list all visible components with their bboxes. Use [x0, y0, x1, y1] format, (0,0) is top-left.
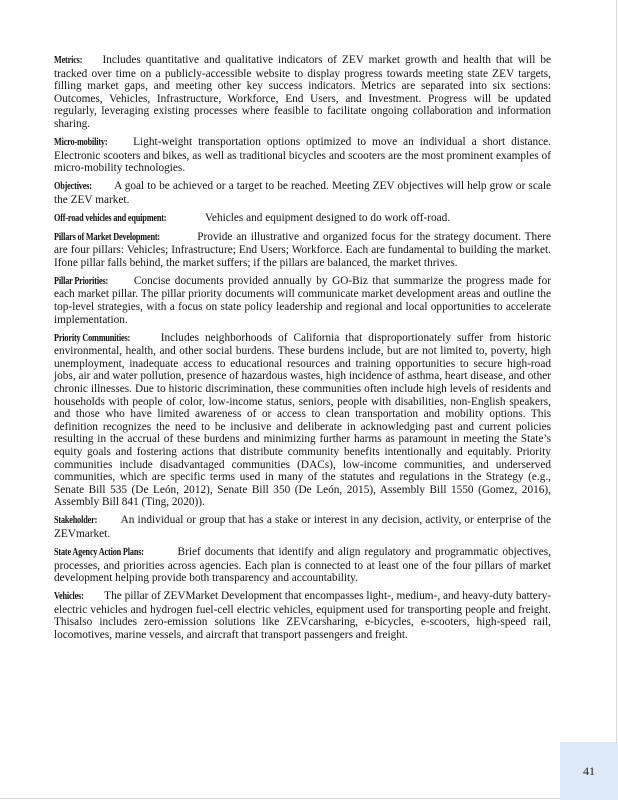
- term: Objectives:: [54, 181, 92, 193]
- term: Micro-mobility:: [54, 136, 108, 148]
- definition: Light-weight transportation options optimized to move an individual a short distance. Electronic scooters and bikes, as well as traditional bicycles and scooters are the most prominent examples of micro-mobility technologies.: [54, 135, 551, 175]
- glossary-entry-metrics: [54, 54, 551, 131]
- glossary-entry-pillar-priorities: [54, 275, 551, 326]
- definition: Provide an illustrative and organized focus for the strategy document. There are four pillars: Vehicles; Infrastructure; End Users; Workforce. Each are fundamental to building the market. Ifone pillar falls behind, the market suffers; if the pillars are balanced, the market thrives.: [54, 230, 551, 269]
- term: Priority Communities:: [54, 332, 131, 344]
- glossary-entry-priority-communities: [54, 332, 551, 509]
- glossary: [54, 54, 551, 647]
- definition: Includes quantitative and qualitative indicators of ZEV market growth and health that will be tracked over time on a publicly-accessible website to display progress towards meeting state ZEV targets, filling market gaps, and meeting other key success indicators. Metrics are separated into six sections: Outcomes, Vehicles, Infrastructure, Workforce, End Users, and Investment. Progress will be updated regularly, leveraging existing processes where feasible to facilitate ongoing collaboration and information sharing.: [54, 54, 551, 130]
- glossary-entry-off-road: [54, 212, 551, 226]
- term: Vehicles:: [54, 591, 84, 603]
- definition: Vehicles and equipment designed to do work off-road.: [205, 211, 451, 224]
- term: State Agency Action Plans:: [54, 546, 144, 558]
- term: Pillar Priorities:: [54, 275, 109, 287]
- glossary-entry-vehicles: [54, 590, 551, 641]
- definition: An individual or group that has a stake or interest in any decision, activity, or enterprise of the ZEVmarket.: [54, 514, 551, 540]
- term: Metrics:: [54, 55, 83, 66]
- glossary-entry-micro-mobility: [54, 136, 551, 175]
- page-number-box: [560, 742, 618, 800]
- definition: Brief documents that identify and align regulatory and programmatic objectives, processes, and priorities across agencies. Each plan is connected to at least one of the four pillars of market development helping provide both transparency and accountability.: [54, 545, 551, 585]
- definition: Includes neighborhoods of California that disproportionately suffer from historic environmental, health, and other social burdens. These burdens include, but are not limited to, poverty, high unemployment, inadequate access to educational resources and training opportunities to secure high-road jobs, air and water pollution, presence of hazardous wastes, high incidence of asthma, heart disease, and other chronic illnesses. Due to historic discrimination, these communities often include high levels of residents and households with people of color, low-income status, seniors, people with disabilities, non-English speakers, and those who have limited awareness of or access to clean transportation and mobility options. This definition recognizes the need to be inclusive and deliberate in acknowledging past and current policies resulting in the accrual of these burdens and minimizing further harms as paramount in meeting the State’s equity goals and fostering actions that distribute community benefits intentionally and equitably. Priority communities include disadvantaged communities (DACs), low-income communities, and underserved communities, which are specific terms used in many of the statutes and regulations in the Strategy (e.g., Senate Bill 535 (De León, 2012), Senate Bill 350 (De León, 2015), Assembly Bill 1550 (Gomez, 2016), Assembly Bill 841 (Ting, 2020)).: [54, 331, 551, 509]
- term: Pillars of Market Development:: [54, 231, 160, 243]
- definition: The pillar of ZEVMarket Development that encompasses light-, medium-, and heavy-duty battery-electric vehicles and hydrogen fuel-cell electric vehicles, equipment used for transporting people and freight. Thisalso includes zero-emission solutions like ZEVcarsharing, e-bicycles, e-scooters, high-speed rail, locomotives, marine vessels, and aircraft that transport passengers and freight.: [54, 590, 551, 641]
- page-number: 41: [583, 764, 595, 778]
- glossary-entry-stakeholder: [54, 514, 551, 540]
- definition: A goal to be achieved or a target to be reached. Meeting ZEV objectives will help grow or scale the ZEV market.: [54, 180, 551, 206]
- glossary-entry-objectives: [54, 180, 551, 206]
- term: Off-road vehicles and equipment:: [54, 212, 167, 224]
- glossary-entry-action-plans: [54, 546, 551, 585]
- term: Stakeholder:: [54, 515, 98, 527]
- definition: Concise documents provided annually by GO-Biz that summarize the progress made for each market pillar. The pillar priority documents will communicate market development areas and outline the top-level strategies, with a focus on state policy leadership and regional and local opportunities to accelerate implementation.: [54, 274, 551, 326]
- glossary-entry-pillars: [54, 231, 551, 270]
